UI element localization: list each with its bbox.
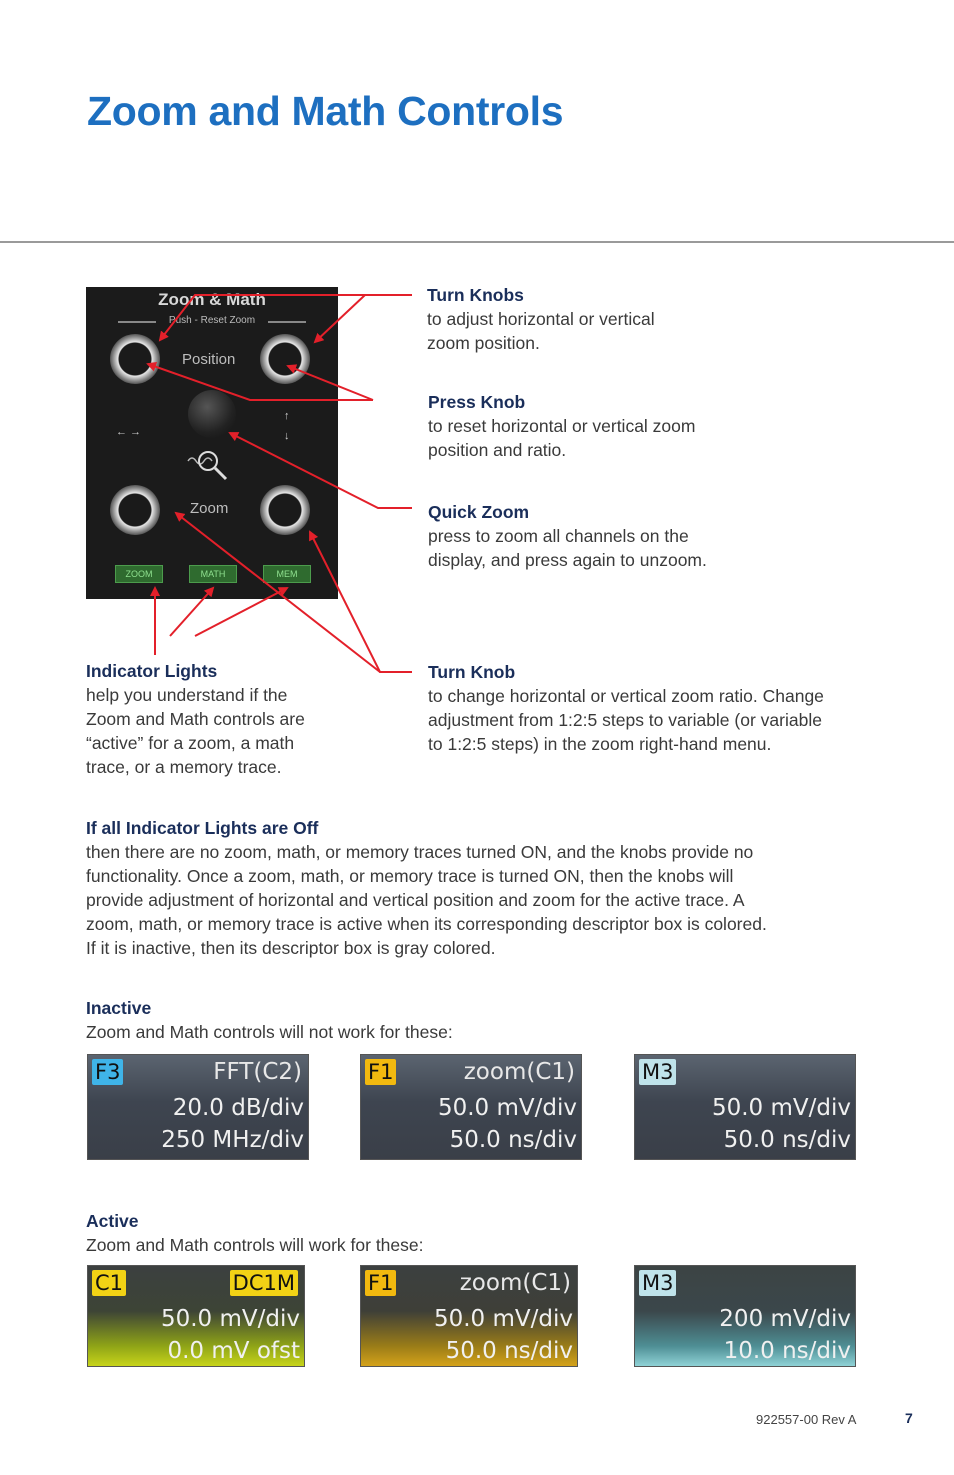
descriptor-box-m3[interactable] bbox=[634, 1054, 856, 1160]
all-off-heading: If all Indicator Lights are Off bbox=[86, 818, 319, 838]
document-number: 922557-00 Rev A bbox=[756, 1412, 857, 1427]
turn-knobs-heading: Turn Knobs bbox=[427, 285, 524, 305]
descriptor-box-f1[interactable] bbox=[360, 1054, 582, 1160]
descriptor-tag: F1 bbox=[365, 1059, 396, 1085]
descriptor-tag: F3 bbox=[92, 1059, 123, 1085]
descriptor-tag: M3 bbox=[639, 1270, 676, 1296]
turn-knob-heading: Turn Knob bbox=[428, 662, 516, 682]
quick-zoom-line: display, and press again to unzoom. bbox=[428, 550, 707, 570]
quick-zoom-heading: Quick Zoom bbox=[428, 502, 530, 522]
turn-knob-line: to 1:2:5 steps) in the zoom right-hand menu. bbox=[428, 734, 772, 754]
descriptor-scale: 50.0 mV/div bbox=[433, 1306, 573, 1332]
descriptor-timebase: 250 MHz/div bbox=[161, 1127, 304, 1153]
descriptor-timebase: 50.0 ns/div bbox=[449, 1127, 577, 1153]
descriptor-box-c1[interactable] bbox=[87, 1265, 305, 1367]
math-indicator-light: MATH bbox=[189, 565, 237, 583]
turn-knob-callout bbox=[428, 660, 824, 756]
indicator-lights-callout bbox=[86, 659, 305, 779]
mem-indicator-light: MEM bbox=[263, 565, 311, 583]
turn-knobs-line: zoom position. bbox=[427, 333, 540, 353]
all-off-line: provide adjustment of horizontal and vertical position and zoom for the active trace. A bbox=[86, 890, 745, 910]
descriptor-scale: 200 mV/div bbox=[719, 1306, 851, 1332]
descriptor-box-f1[interactable] bbox=[360, 1265, 578, 1367]
all-off-line: then there are no zoom, math, or memory traces turned ON, and the knobs provide no bbox=[86, 842, 754, 862]
quick-zoom-line: press to zoom all channels on the bbox=[428, 526, 689, 546]
descriptor-coupling: DC1M bbox=[230, 1270, 298, 1296]
descriptor-source: zoom(C1) bbox=[459, 1270, 571, 1296]
descriptor-scale: 20.0 dB/div bbox=[172, 1095, 304, 1121]
zoom-indicator-light: ZOOM bbox=[115, 565, 163, 583]
turn-knob-line: to change horizontal or vertical zoom ratio. Change bbox=[428, 686, 824, 706]
descriptor-offset: 0.0 mV ofst bbox=[167, 1338, 300, 1364]
descriptor-timebase: 50.0 ns/div bbox=[723, 1127, 851, 1153]
zoom-label: Zoom bbox=[190, 500, 229, 517]
indicator-lights-heading: Indicator Lights bbox=[86, 661, 218, 681]
panel-subtitle: Push - Reset Zoom bbox=[168, 315, 256, 326]
descriptor-scale: 50.0 mV/div bbox=[160, 1306, 300, 1332]
page-title: Zoom and Math Controls bbox=[87, 88, 564, 134]
descriptor-tag: M3 bbox=[639, 1059, 676, 1085]
indicator-lights-line: trace, or a memory trace. bbox=[86, 757, 282, 777]
press-knob-callout bbox=[428, 390, 695, 462]
descriptor-tag: C1 bbox=[92, 1270, 126, 1296]
horizontal-arrows-icon: ←→ bbox=[116, 426, 144, 438]
all-off-line: If it is inactive, then its descriptor box is gray colored. bbox=[86, 938, 496, 958]
indicator-lights-line: “active” for a zoom, a math bbox=[86, 733, 295, 753]
descriptor-timebase: 50.0 ns/div bbox=[445, 1338, 573, 1364]
descriptor-scale: 50.0 mV/div bbox=[437, 1095, 577, 1121]
quick-zoom-callout bbox=[428, 500, 707, 572]
inactive-text: Zoom and Math controls will not work for these: bbox=[86, 1022, 453, 1042]
indicator-lights-line: Zoom and Math controls are bbox=[86, 709, 305, 729]
active-text: Zoom and Math controls will work for these: bbox=[86, 1235, 424, 1255]
turn-knob-line: adjustment from 1:2:5 steps to variable (or variable bbox=[428, 710, 822, 730]
press-knob-line: position and ratio. bbox=[428, 440, 567, 460]
inactive-heading: Inactive bbox=[86, 998, 152, 1018]
descriptor-scale: 50.0 mV/div bbox=[711, 1095, 851, 1121]
all-off-line: functionality. Once a zoom, math, or memory trace is turned ON, then the knobs will bbox=[86, 866, 734, 886]
vertical-arrows-icon: ↑ ↓ bbox=[284, 410, 290, 442]
active-section bbox=[86, 1209, 424, 1257]
inactive-section bbox=[86, 996, 453, 1044]
descriptor-source: FFT(C2) bbox=[213, 1059, 302, 1085]
descriptor-source: zoom(C1) bbox=[463, 1059, 575, 1085]
position-label: Position bbox=[182, 351, 236, 368]
descriptor-box-f3[interactable] bbox=[87, 1054, 309, 1160]
press-knob-heading: Press Knob bbox=[428, 392, 526, 412]
descriptor-timebase: 10.0 ns/div bbox=[723, 1338, 851, 1364]
panel-title: Zoom & Math bbox=[158, 290, 266, 309]
indicator-lights-line: help you understand if the bbox=[86, 685, 288, 705]
all-off-section bbox=[86, 816, 767, 960]
turn-knobs-line: to adjust horizontal or vertical bbox=[427, 309, 655, 329]
page-number: 7 bbox=[905, 1410, 913, 1426]
descriptor-box-m3[interactable] bbox=[634, 1265, 856, 1367]
press-knob-line: to reset horizontal or vertical zoom bbox=[428, 416, 696, 436]
all-off-line: zoom, math, or memory trace is active when its corresponding descriptor box is colored. bbox=[86, 914, 767, 934]
turn-knobs-callout bbox=[427, 283, 655, 355]
active-heading: Active bbox=[86, 1211, 139, 1231]
descriptor-tag: F1 bbox=[365, 1270, 396, 1296]
